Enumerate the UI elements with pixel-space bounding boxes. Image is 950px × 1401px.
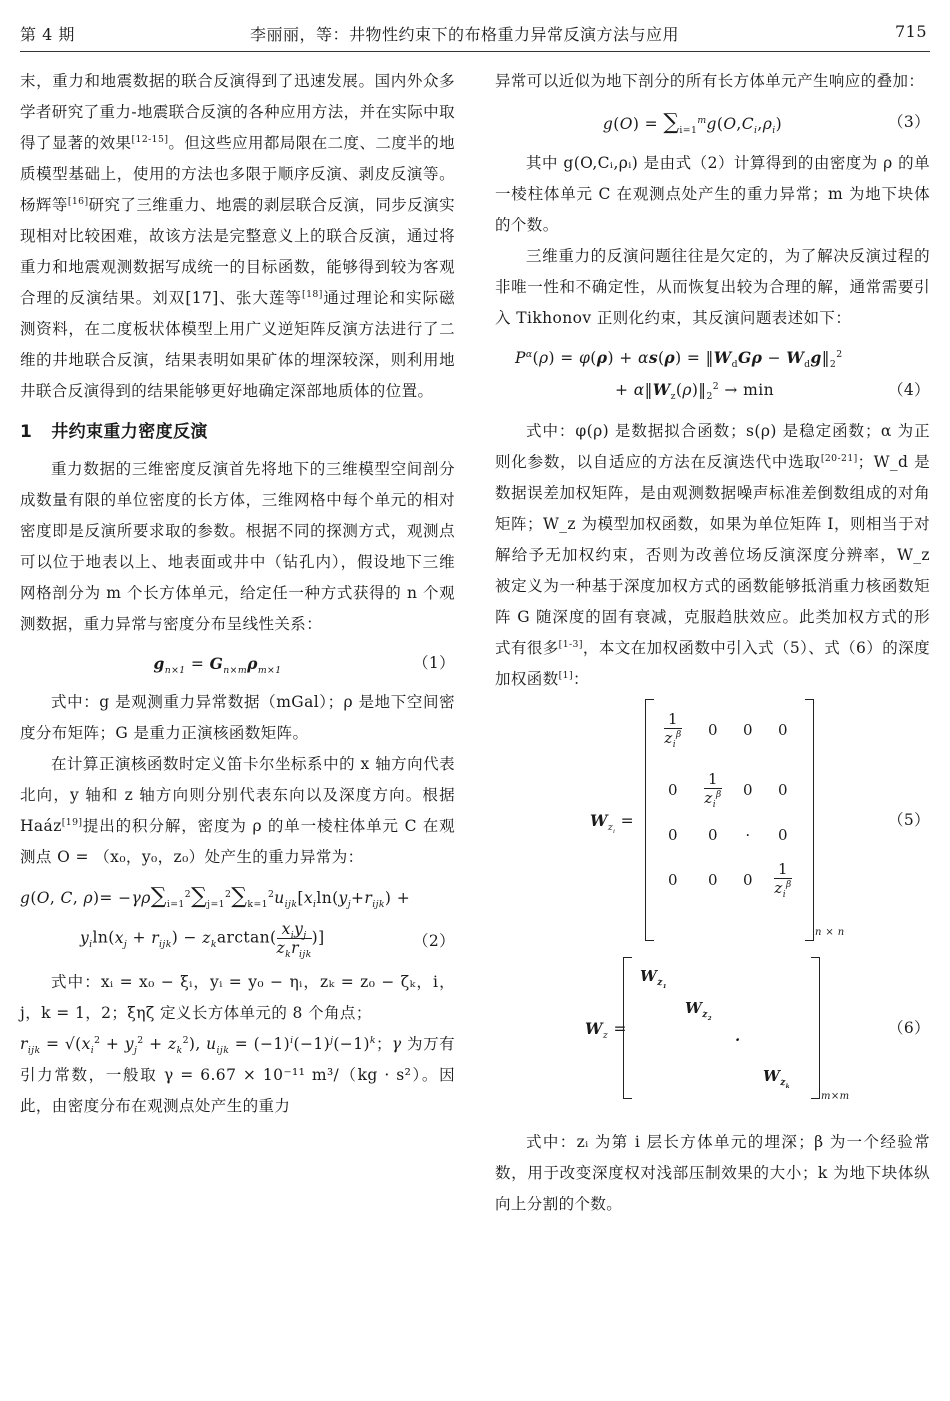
equation-6: $W_z$ = $W_{z_1}$ $W_{z_2}$ · $W_{z_k}$ m×m （6） <box>495 953 930 1103</box>
method-paragraph: 重力数据的三维密度反演首先将地下的三维模型空间剖分成数量有限的单位密度的长方体，三维网格中每个单元的相对密度即是反演所要求取的参数。根据不同的探测方式，观测点可以位于地表以上、地表面或井中（钻孔内），假设地下三维网格剖分为 m 个长方体单元，给定任一种方式获得的 n 个观测数据，重力异常与密度分布呈线性关系： <box>20 460 455 633</box>
equation-3: $g(O) = \sum_{i=1}^mg(O,C_i,\rho_i)$ （3） <box>602 110 930 137</box>
superposition-paragraph: 异常可以近似为地下剖分的所有长方体单元产生响应的叠加： <box>495 72 925 90</box>
eq4-explanation: 式中：φ(ρ) 是数据拟合函数；s(ρ) 是稳定函数；α 为正则化参数，以自适应的方法在反演迭代中选取[20-21]；W_d 是数据误差加权矩阵，是由观测数据噪声标准差倒数组成的对角矩阵；W_z 为模型加权函数，如果为单位矩阵 I，则相当于对解给予无加权约束，否则为改善位场反演深度分辨率，W_z 被定义为一种基于深度加权方式的函数能够抵消重力核函数矩阵 G 随深度的固有衰减，克服趋肤效应。此类加权方式的形式有很多[1-3]，本文在加权函数中引入式（5）、式（6）的深度加权函数[1]： <box>495 422 930 688</box>
left-column <box>20 66 455 1122</box>
eq2-explanation: 式中：xᵢ = x₀ − ξᵢ，yᵢ = y₀ − ηᵢ，zₖ = z₀ − ζₖ，i，j，k = 1，2；ξηζ 定义长方体单元的 8 个角点； $r_{ijk} = √(x_i^2 + y_j^2 + z_k^2)$, $u_{ijk} = (-1)^i(-1)^j(-1)^k$；γ 为万有引力常数，一般取 γ = 6.67 × 10⁻¹¹ m³/（kg · s²）。因此，由密度分布在观测点处产生的重力 <box>20 973 456 1115</box>
header-rule <box>20 51 930 52</box>
equation-4: $P^\alpha(\rho) = \varphi(\rho) + \alpha s(\rho)$ = $‖W_dG\rho$ − $W_dg‖_2^2$ + $\alpha‖W_z(\rho)‖_2^2 \to \min$ （4） <box>515 348 930 403</box>
page-number: 715 <box>895 22 928 41</box>
equation-2: g(O, C, $\rho)= -\gamma\rho\sum_{i=1}^2\sum_{j=1}^2\sum_{k=1}^2u_{ijk}[x_i\ln(y_j+r_{ijk})$ + $y_i\ln(x_j + r_{ijk}) - z_k\arctan$( $\frac{x_iy_j}{z_kr_{ijk}}$ )] （2） <box>20 884 455 961</box>
eq1-explanation: 式中：g 是观测重力异常数据（mGal）；ρ 是地下空间密度分布矩阵；G 是重力正演核函数矩阵。 <box>20 693 455 742</box>
running-title: 李丽丽，等：井物性约束下的布格重力异常反演方法与应用 <box>250 25 680 44</box>
tikhonov-paragraph: 三维重力的反演问题往往是欠定的，为了解决反演过程的非唯一性和不确定性，从而恢复出较为合理的解，通常需要引入 Tikhonov 正则化约束，其反演问题表述如下： <box>495 247 930 327</box>
issue-number: 第 4 期 <box>20 25 75 44</box>
section-heading: 1 井约束重力密度反演 <box>20 422 208 442</box>
eq3-explanation: 其中 g(O,Cᵢ,ρᵢ) 是由式（2）计算得到的由密度为 ρ 的单一棱柱体单元 C 在观测点处产生的重力异常；m 为地下块体的个数。 <box>495 154 930 234</box>
right-column <box>495 66 930 1220</box>
intro-paragraph: 末，重力和地震数据的联合反演得到了迅速发展。国内外众多学者研究了重力-地震联合反演的各种应用方法，并在实际中取得了显著的效果[12-15]。但这些应用都局限在二度、二度半的地质模型基础上，使用的方法也多限于顺序反演、剥皮反演等。杨辉等[16]研究了三维重力、地震的剥层联合反演，同步反演实现相对比较困难，故该方法是完整意义上的联合反演，通过将重力和地震观测数据写成统一的目标函数，能够得到较为客观合理的反演结果。刘双[17]、张大莲等[18]通过理论和实际磁测资料，在二度板状体模型上用广义逆矩阵反演方法进行了二维的井地联合反演，结果表明如果矿体的埋深较深，则利用地井联合反演得到的结果能够更好地确定深部地质体的位置。 <box>20 72 456 400</box>
equation-1: $g_{n\times 1} = G_{n\times m}\rho_{m\times 1}$ （1） <box>153 654 455 677</box>
equation-5: $W_{z_i}$ = $\frac{1}{z_i^\beta}$ 0 0 0 0 $\frac{1}{z_i^\beta}$ 0 0 0 0 · 0 0 0 0 $\frac{1}{z_i^\beta}$ n × n （5） <box>495 695 930 945</box>
eq6-explanation: 式中：zᵢ 为第 i 层长方体单元的埋深；β 为一个经验常数，用于改变深度权对浅部压制效果的大小；k 为地下块体纵向上分割的个数。 <box>495 1133 930 1213</box>
coordinate-paragraph: 在计算正演核函数时定义笛卡尔坐标系中的 x 轴方向代表北向，y 轴和 z 轴方向则分别代表东向以及深度方向。根据 Haáz[19]提出的积分解，密度为 ρ 的单一棱柱体单元 C 在观测点 O = （x₀，y₀，z₀）处产生的重力异常为： <box>20 755 455 866</box>
